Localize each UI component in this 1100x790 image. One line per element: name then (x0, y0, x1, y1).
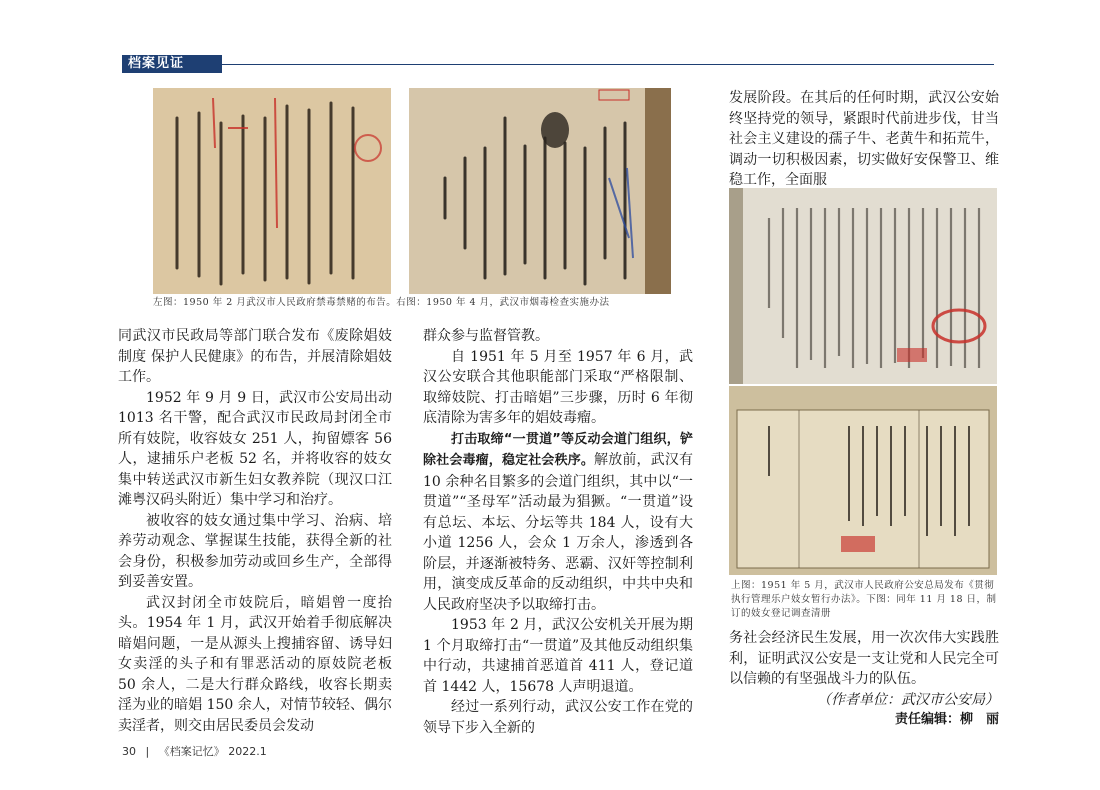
paragraph (423, 429, 693, 616)
archive-document-photo-1 (153, 88, 391, 294)
journal-name: 《档案记忆》 (158, 745, 225, 758)
author-affiliation: （作者单位：武汉市公安局） (817, 691, 999, 708)
section-title: 档案见证 (128, 56, 185, 71)
text-column-3 (729, 628, 999, 731)
paragraph-text: 解放前，武汉有 10 余种名目繁多的会道门组织，其中以“一贯道”“圣母军”活动最为猖獗。“一贯道”设有总坛、本坛、分坛等共 184 人，设有大小道 1256 人，会众 1 万余人，渗透到各阶层，并逐渐被特务、恶霸、汉奸等控制利用，演变成反革命的反动组织，中共中央和人民政府坚决予以取缔打击。 (423, 452, 693, 613)
paragraph: 经过一系列行动，武汉公安工作在党的领导下步入全新的 (423, 699, 693, 736)
paragraph: 务社会经济民生发展，用一次次伟大实践胜利，证明武汉公安是一支让党和人民完全可以信赖的有坚强战斗力的队伍。 (729, 630, 999, 687)
paragraph: 同武汉市民政局等部门联合发布《废除娼妓制度 保护人民健康》的布告，并展清除娼妓工作。 (118, 328, 392, 385)
paragraph: 1952 年 9 月 9 日，武汉市公安局出动 1013 名干警，配合武汉市民政局封闭全市所有妓院，收容妓女 251 人，拘留嫖客 56 人，逮捕乐户老板 52 名，并将收容的妓女集中转送武汉市新生妇女教养院（现汉口江滩粤汉码头附近）集中学习和治疗。 (118, 389, 392, 508)
subheading: 打击取缔“一贯道”等反动会道门组织，铲除社会毒瘤，稳定社会秩序。 (423, 431, 693, 468)
right-column-top-text (729, 88, 999, 191)
paragraph: 群众参与监督管教。 (423, 328, 549, 344)
photo-caption-top: 左图：1950 年 2 月武汉市人民政府禁毒禁赌的布告。右图：1950 年 4 月，武汉市烟毒检查实施办法 (153, 297, 610, 308)
footer-separator: | (145, 745, 150, 758)
archive-document-photo-2 (409, 88, 671, 294)
text-column-2 (423, 326, 693, 738)
photo-caption-right: 上图：1951 年 5 月，武汉市人民政府公安总局发布《贯彻执行管理乐户妓女暂行办法》。下图：同年 11 月 18 日，制订的妓女登记调查清册 (731, 580, 997, 619)
archive-document-photo-4 (729, 386, 997, 575)
text-column-1 (118, 326, 392, 736)
journal-issue: 2022.1 (228, 745, 267, 758)
paragraph: 被收容的妓女通过集中学习、治病、培养劳动观念、掌握谋生技能，获得全新的社会身份，积极参加劳动或回乡生产，全部得到妥善安置。 (118, 512, 392, 590)
paragraph: 自 1951 年 5 月至 1957 年 6 月，武汉公安联合其他职能部门采取“严格限制、取缔妓院、打击暗娼”三步骤，历时 6 年彻底清除为害多年的娼妓毒瘤。 (423, 348, 693, 426)
page-number: 30 (122, 745, 136, 758)
page-footer (122, 743, 267, 759)
paragraph: 武汉封闭全市妓院后，暗娼曾一度抬头。1954 年 1 月，武汉开始着手彻底解决暗娼问题，一是从源头上搜捕容留、诱导妇女卖淫的头子和有罪恶活动的原妓院老板 50 余人，二是大行群众路线，收容长期卖淫为业的暗娼 150 余人，对情节较轻、偶尔卖淫者，则交由居民委员会发动 (118, 594, 392, 734)
paragraph: 1953 年 2 月，武汉公安机关开展为期 1 个月取缔打击“一贯道”及其他反动组织集中行动，共逮捕首恶道首 411 人，登记道首 1442 人，15678 人声明退道。 (423, 617, 693, 695)
header-rule (222, 64, 994, 65)
editor-credit: 责任编辑：柳 丽 (894, 712, 999, 727)
paragraph: 发展阶段。在其后的任何时期，武汉公安始终坚持党的领导，紧跟时代前进步伐，甘当社会主义建设的孺子牛、老黄牛和拓荒牛，调动一切积极因素，切实做好安保警卫、维稳工作，全面服 (729, 90, 999, 188)
archive-document-photo-3 (729, 188, 997, 384)
